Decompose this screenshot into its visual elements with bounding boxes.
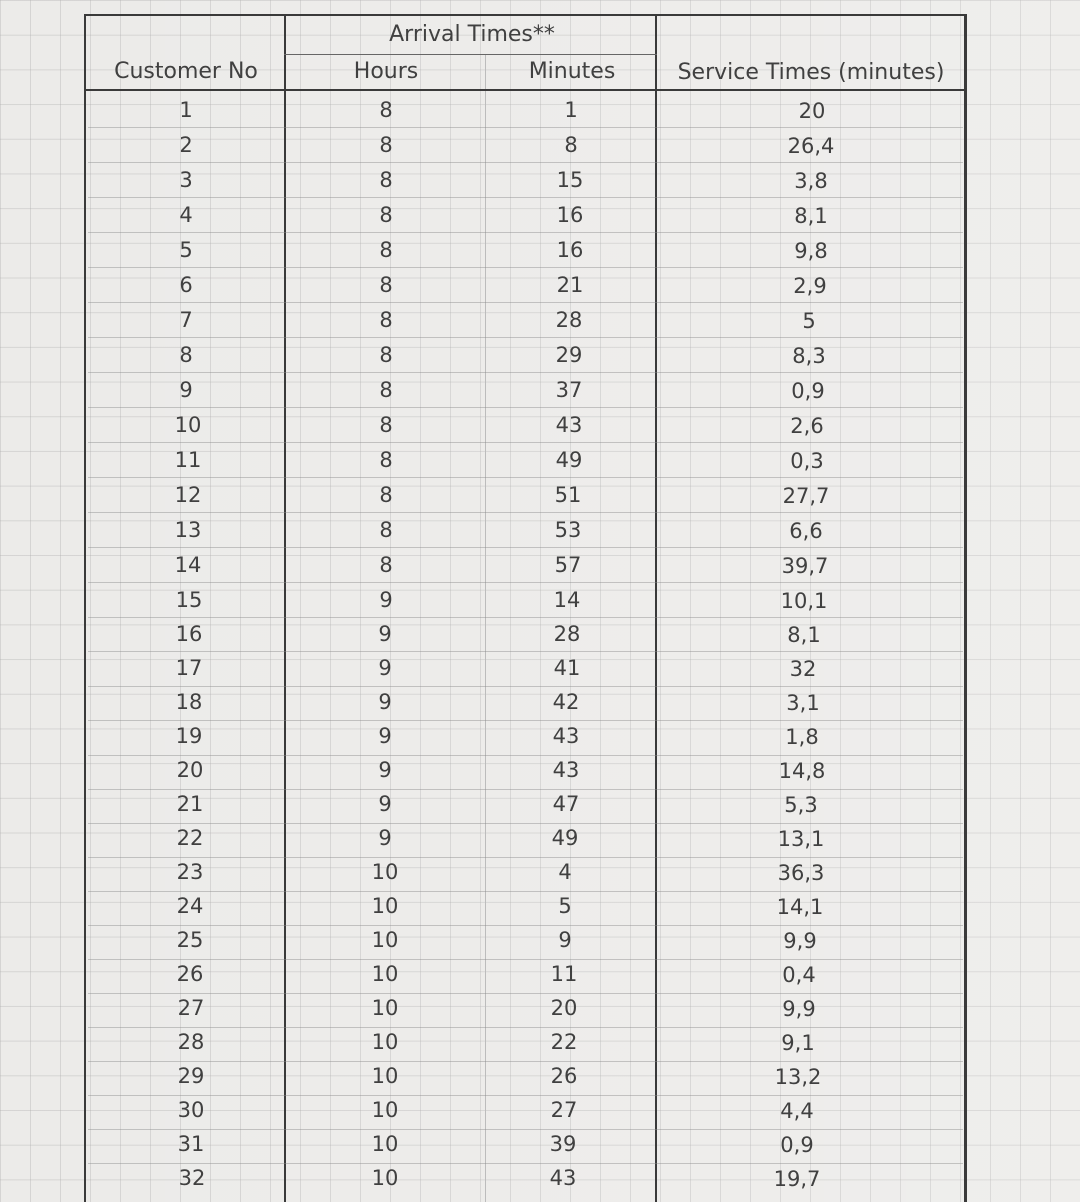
cell-service-time[interactable]: 0,9	[780, 1133, 814, 1157]
cell-hours[interactable]: 8	[379, 133, 393, 157]
row-separator	[88, 127, 963, 128]
cell-minutes[interactable]: 43	[555, 413, 583, 437]
cell-minutes[interactable]: 42	[552, 690, 580, 714]
cell-minutes[interactable]: 16	[556, 203, 584, 227]
cell-service-time[interactable]: 36,3	[777, 861, 825, 885]
cell-hours[interactable]: 8	[379, 343, 393, 367]
cell-service-time[interactable]: 8,3	[792, 344, 826, 368]
cell-customer-no[interactable]: 3	[179, 168, 193, 192]
table-border-right	[964, 14, 967, 1202]
cell-service-time[interactable]: 9,9	[782, 997, 816, 1021]
row-separator	[88, 197, 963, 198]
cell-service-time[interactable]: 32	[789, 657, 817, 681]
cell-hours[interactable]: 10	[371, 1064, 399, 1088]
cell-customer-no[interactable]: 14	[174, 553, 202, 577]
cell-customer-no[interactable]: 6	[179, 273, 193, 297]
cell-minutes[interactable]: 8	[564, 133, 578, 157]
cell-hours[interactable]: 8	[379, 378, 393, 402]
row-separator	[88, 477, 963, 478]
row-separator	[88, 337, 963, 338]
cell-customer-no[interactable]: 19	[175, 724, 203, 748]
row-separator	[88, 1129, 963, 1130]
cell-minutes[interactable]: 22	[550, 1030, 578, 1054]
cell-hours[interactable]: 8	[379, 273, 393, 297]
cell-customer-no[interactable]: 30	[177, 1098, 205, 1122]
cell-minutes[interactable]: 29	[555, 343, 583, 367]
cell-hours[interactable]: 9	[378, 758, 392, 782]
cell-hours[interactable]: 9	[378, 724, 392, 748]
cell-hours[interactable]: 10	[371, 928, 399, 952]
table-border-top	[84, 14, 967, 16]
cell-service-time[interactable]: 0,4	[782, 963, 816, 987]
header-customer-no: Customer No	[114, 59, 258, 84]
cell-customer-no[interactable]: 26	[176, 962, 204, 986]
cell-service-time[interactable]: 5,3	[784, 793, 818, 817]
header-minutes: Minutes	[528, 59, 616, 84]
cell-service-time[interactable]: 39,7	[781, 554, 829, 578]
cell-minutes[interactable]: 15	[556, 168, 584, 192]
cell-service-time[interactable]: 14,8	[778, 759, 826, 783]
cell-customer-no[interactable]: 7	[179, 308, 193, 332]
row-separator	[88, 823, 963, 824]
row-separator	[88, 959, 963, 960]
cell-minutes[interactable]: 4	[558, 860, 572, 884]
cell-hours[interactable]: 8	[379, 168, 393, 192]
cell-minutes[interactable]: 5	[558, 894, 572, 918]
cell-service-time[interactable]: 27,7	[782, 484, 830, 508]
cell-hours[interactable]: 10	[371, 1166, 399, 1190]
cell-customer-no[interactable]: 10	[174, 413, 202, 437]
cell-customer-no[interactable]: 23	[176, 860, 204, 884]
header-divider-arrival	[284, 54, 657, 55]
cell-hours[interactable]: 8	[379, 308, 393, 332]
cell-customer-no[interactable]: 32	[178, 1166, 206, 1190]
cell-minutes[interactable]: 43	[552, 724, 580, 748]
cell-customer-no[interactable]: 1	[179, 98, 193, 122]
cell-customer-no[interactable]: 16	[175, 622, 203, 646]
cell-hours[interactable]: 9	[378, 656, 392, 680]
cell-service-time[interactable]: 14,1	[776, 895, 824, 919]
header-border-bottom	[84, 89, 967, 91]
row-separator	[88, 1061, 963, 1062]
header-arrival-times: Arrival Times**	[389, 22, 555, 47]
cell-minutes[interactable]: 11	[550, 962, 578, 986]
cell-customer-no[interactable]: 13	[174, 518, 202, 542]
row-separator	[88, 547, 963, 548]
cell-service-time[interactable]: 9,1	[781, 1031, 815, 1055]
cell-minutes[interactable]: 21	[556, 273, 584, 297]
cell-customer-no[interactable]: 15	[175, 588, 203, 612]
cell-customer-no[interactable]: 5	[179, 238, 193, 262]
cell-hours[interactable]: 10	[371, 860, 399, 884]
cell-hours[interactable]: 9	[378, 826, 392, 850]
cell-hours[interactable]: 8	[379, 483, 393, 507]
table-border-col3	[655, 14, 657, 1202]
cell-service-time[interactable]: 0,3	[790, 449, 824, 473]
row-separator	[88, 925, 963, 926]
row-separator	[88, 267, 963, 268]
cell-customer-no[interactable]: 20	[176, 758, 204, 782]
row-separator	[88, 755, 963, 756]
cell-service-time[interactable]: 9,9	[783, 929, 817, 953]
cell-minutes[interactable]: 26	[550, 1064, 578, 1088]
cell-minutes[interactable]: 20	[550, 996, 578, 1020]
cell-minutes[interactable]: 28	[555, 308, 583, 332]
cell-service-time[interactable]: 4,4	[780, 1099, 814, 1123]
row-separator	[88, 993, 963, 994]
row-separator	[88, 789, 963, 790]
cell-minutes[interactable]: 49	[555, 448, 583, 472]
cell-minutes[interactable]: 16	[556, 238, 584, 262]
cell-minutes[interactable]: 43	[552, 758, 580, 782]
cell-service-time[interactable]: 13,2	[774, 1065, 822, 1089]
cell-service-time[interactable]: 0,9	[791, 379, 825, 403]
cell-hours[interactable]: 10	[371, 894, 399, 918]
cell-minutes[interactable]: 41	[553, 656, 581, 680]
header-hours: Hours	[353, 59, 419, 84]
row-separator	[88, 302, 963, 303]
cell-customer-no[interactable]: 18	[175, 690, 203, 714]
row-separator	[88, 1095, 963, 1096]
cell-hours[interactable]: 8	[379, 238, 393, 262]
row-separator	[88, 162, 963, 163]
cell-minutes[interactable]: 28	[553, 622, 581, 646]
cell-minutes[interactable]: 1	[564, 98, 578, 122]
cell-service-time[interactable]: 19,7	[773, 1167, 821, 1191]
cell-service-time[interactable]: 5	[802, 309, 816, 333]
cell-customer-no[interactable]: 27	[177, 996, 205, 1020]
row-separator	[88, 617, 963, 618]
cell-customer-no[interactable]: 29	[177, 1064, 205, 1088]
cell-hours[interactable]: 10	[371, 962, 399, 986]
cell-service-time[interactable]: 8,1	[787, 623, 821, 647]
cell-hours[interactable]: 8	[379, 98, 393, 122]
cell-customer-no[interactable]: 17	[175, 656, 203, 680]
cell-hours[interactable]: 10	[371, 1132, 399, 1156]
cell-minutes[interactable]: 49	[551, 826, 579, 850]
cell-hours[interactable]: 8	[379, 448, 393, 472]
row-separator	[88, 1027, 963, 1028]
row-separator	[88, 686, 963, 687]
header-service-times: Service Times (minutes)	[677, 60, 945, 85]
cell-hours[interactable]: 10	[371, 1098, 399, 1122]
cell-customer-no[interactable]: 28	[177, 1030, 205, 1054]
row-separator	[88, 232, 963, 233]
cell-minutes[interactable]: 53	[554, 518, 582, 542]
cell-service-time[interactable]: 20	[798, 99, 826, 123]
row-separator	[88, 857, 963, 858]
row-separator	[88, 372, 963, 373]
cell-service-time[interactable]: 6,6	[789, 519, 823, 543]
cell-service-time[interactable]: 8,1	[794, 204, 828, 228]
cell-hours[interactable]: 8	[379, 553, 393, 577]
row-separator	[88, 512, 963, 513]
cell-minutes[interactable]: 57	[554, 553, 582, 577]
cell-service-time[interactable]: 3,8	[794, 169, 828, 193]
cell-service-time[interactable]: 13,1	[777, 827, 825, 851]
cell-customer-no[interactable]: 25	[176, 928, 204, 952]
cell-minutes[interactable]: 51	[554, 483, 582, 507]
cell-customer-no[interactable]: 24	[176, 894, 204, 918]
cell-hours[interactable]: 9	[378, 690, 392, 714]
cell-hours[interactable]: 8	[379, 413, 393, 437]
row-separator	[88, 1163, 963, 1164]
cell-customer-no[interactable]: 12	[174, 483, 202, 507]
cell-hours[interactable]: 10	[371, 996, 399, 1020]
cell-service-time[interactable]: 2,6	[790, 414, 824, 438]
cell-customer-no[interactable]: 31	[177, 1132, 205, 1156]
cell-service-time[interactable]: 9,8	[794, 239, 828, 263]
cell-customer-no[interactable]: 2	[179, 133, 193, 157]
row-separator	[88, 442, 963, 443]
cell-hours[interactable]: 9	[379, 588, 393, 612]
cell-customer-no[interactable]: 21	[176, 792, 204, 816]
row-separator	[88, 582, 963, 583]
table-border-col1	[284, 14, 286, 1202]
cell-hours[interactable]: 9	[378, 622, 392, 646]
cell-minutes[interactable]: 39	[549, 1132, 577, 1156]
cell-customer-no[interactable]: 8	[179, 343, 193, 367]
cell-service-time[interactable]: 2,9	[793, 274, 827, 298]
row-separator	[88, 720, 963, 721]
cell-service-time[interactable]: 26,4	[787, 134, 835, 158]
cell-hours[interactable]: 8	[379, 203, 393, 227]
table-border-col2	[485, 55, 486, 1202]
cell-customer-no[interactable]: 11	[174, 448, 202, 472]
cell-minutes[interactable]: 14	[553, 588, 581, 612]
cell-minutes[interactable]: 47	[552, 792, 580, 816]
cell-minutes[interactable]: 27	[550, 1098, 578, 1122]
row-separator	[88, 651, 963, 652]
cell-hours[interactable]: 10	[371, 1030, 399, 1054]
cell-service-time[interactable]: 1,8	[785, 725, 819, 749]
row-separator	[88, 891, 963, 892]
cell-customer-no[interactable]: 4	[179, 203, 193, 227]
cell-service-time[interactable]: 10,1	[780, 589, 828, 613]
cell-customer-no[interactable]: 9	[179, 378, 193, 402]
cell-customer-no[interactable]: 22	[176, 826, 204, 850]
cell-hours[interactable]: 9	[378, 792, 392, 816]
table-border-left	[84, 14, 86, 1202]
cell-hours[interactable]: 8	[379, 518, 393, 542]
cell-minutes[interactable]: 9	[558, 928, 572, 952]
cell-minutes[interactable]: 43	[549, 1166, 577, 1190]
cell-service-time[interactable]: 3,1	[786, 691, 820, 715]
cell-minutes[interactable]: 37	[555, 378, 583, 402]
row-separator	[88, 407, 963, 408]
